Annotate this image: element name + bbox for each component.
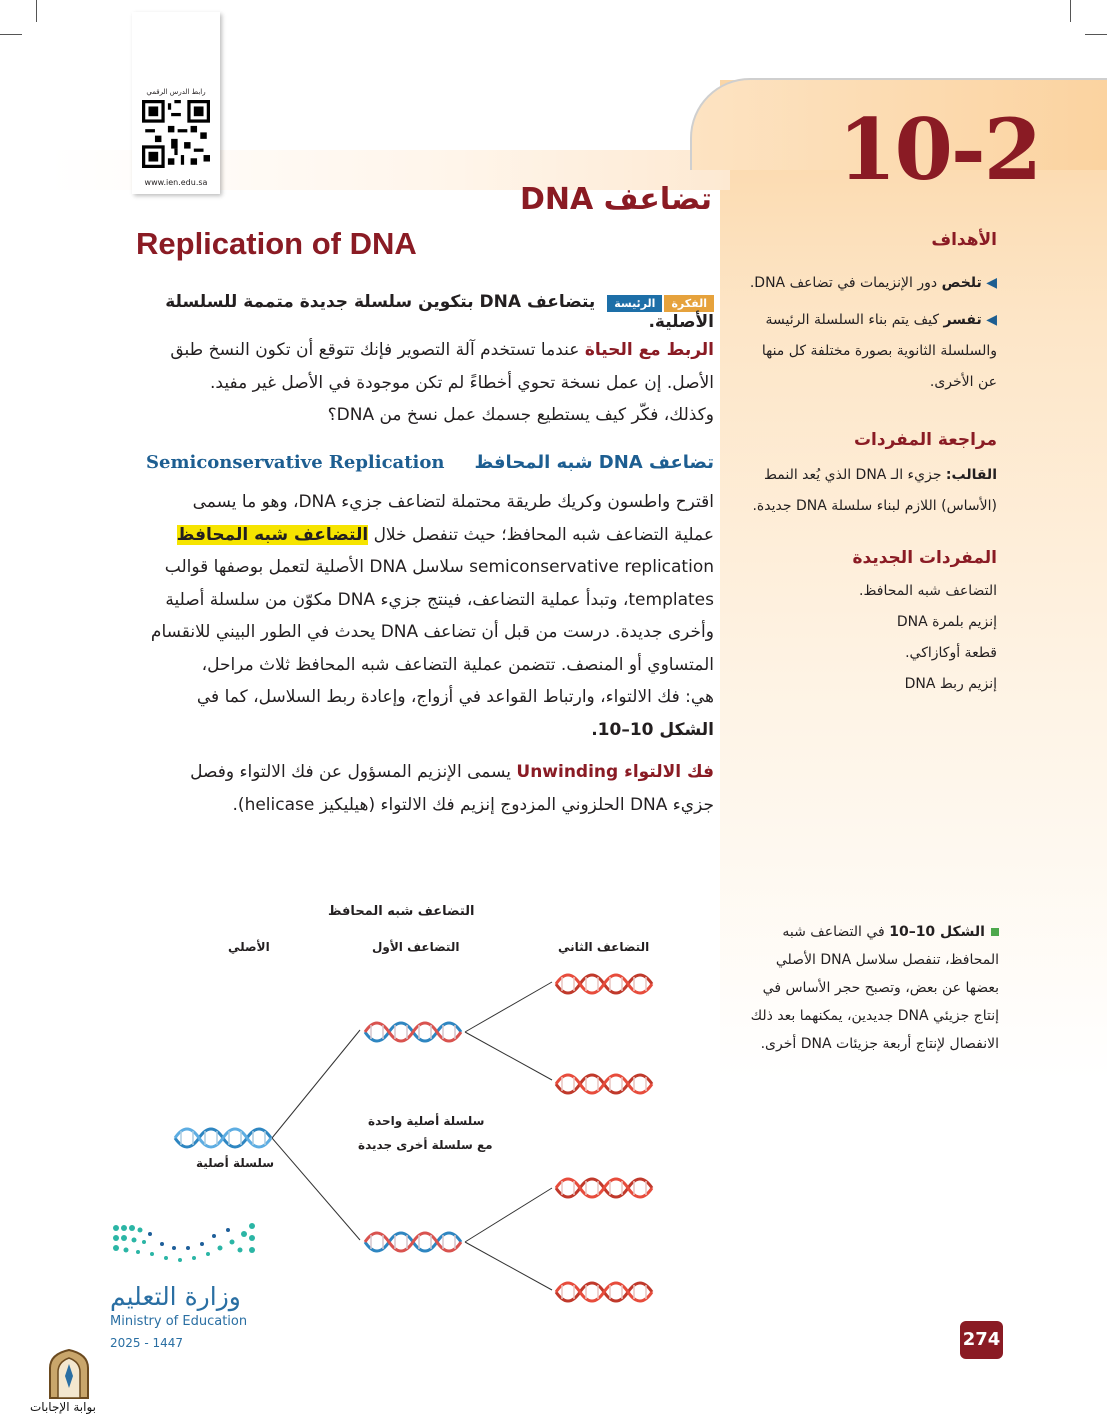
memory-tag: الفكرة <box>664 295 714 312</box>
section-heading <box>134 452 714 473</box>
objectives-title: الأهداف <box>931 230 997 250</box>
paragraph-line: المتساوي أو المنصف. تتضمن عملية التضاعف شبه المحافظ ثلاث مراحل، <box>201 654 714 675</box>
semiconservative-paragraph <box>134 486 714 746</box>
ministry-logo-icon <box>110 1220 260 1270</box>
review-vocab <box>742 460 997 522</box>
crop-mark <box>1085 34 1107 35</box>
review-vocab-title: مراجعة المفردات <box>853 430 997 450</box>
real-world-block <box>134 334 714 432</box>
qr-caption: رابط الدرس الرقمي <box>146 88 206 96</box>
main-tag: الرئيسة <box>607 295 662 312</box>
paragraph-line: عملية التضاعف شبه المحافظ؛ حيث تنفصل خلال <box>373 524 714 545</box>
column-first: التضاعف الأول <box>372 940 460 954</box>
qr-code-icon <box>142 100 210 168</box>
qr-card[interactable] <box>132 12 220 194</box>
column-second: التضاعف الثاني <box>558 940 650 954</box>
caption-figure-number: الشكل 10–10 <box>889 924 985 940</box>
label-original-strand: سلسلة أصلية <box>196 1156 275 1170</box>
section-title-en: Semiconservative Replication <box>146 452 445 473</box>
paragraph-line: وأخرى جديدة. درست من قبل أن تضاعف DNA يحدث في الطور البيني للانقسام <box>150 622 714 642</box>
unwinding-line: يسمى الإنزيم المسؤول عن فك الالتواء وفصل <box>190 762 511 782</box>
unwinding-paragraph <box>134 756 714 821</box>
paragraph-line: اقترح واطسون وكريك طريقة محتملة لتضاعف جزيء DNA، وهو ما يسمى <box>192 492 714 512</box>
ministry-name-ar: وزارة التعليم <box>110 1282 241 1311</box>
original-dna-helix <box>175 1129 271 1147</box>
objective-item: ◀ تلخص دور الإنزيمات في تضاعف DNA. <box>749 275 997 291</box>
section-title-ar: تضاعف DNA شبه المحافظ <box>474 452 714 473</box>
vocab-item: إنزيم بلمرة DNA <box>896 614 997 630</box>
academic-year: 2025 - 1447 <box>110 1336 184 1350</box>
real-world-line: وكذلك، فكّر كيف يستطيع جسمك عمل نسخ من DNA؟ <box>327 405 714 425</box>
paragraph-line: هي: فك الالتواء، وارتباط القواعد في أزواج، وإعادة ربط السلاسل، كما في <box>196 687 714 707</box>
figure-caption <box>739 918 999 1058</box>
caption-text: في التضاعف شبه المحافظ، تنفصل سلاسل DNA الأصلي بعضها عن بعض، وتصبح حجر الأساس في إنتاج جزيئي DNA جديدين، يمكنهما بعد ذلك الانفصال لإنتاج أربعة جزيئات DNA أخرى. <box>750 924 999 1052</box>
objectives-list <box>742 268 997 398</box>
portal-name[interactable]: بوابة الإجابات <box>30 1400 97 1414</box>
crop-mark <box>36 0 37 22</box>
main-idea <box>134 292 714 332</box>
figure-title: التضاعف شبه المحافظ <box>328 904 475 919</box>
new-vocab-list <box>742 576 997 700</box>
vocab-item: التضاعف شبه المحافظ. <box>859 583 997 599</box>
figure-reference: الشكل 10–10. <box>591 719 714 740</box>
caption-square-icon <box>991 928 999 936</box>
review-term: القالب: <box>945 467 997 483</box>
paragraph-line: semiconservative replication سلاسل DNA الأصلية لتعمل بوصفها قوالب <box>164 557 714 577</box>
first-gen-helix-bottom <box>365 1233 461 1251</box>
portal-logo-icon[interactable] <box>46 1348 92 1400</box>
paragraph-line: templates، وتبدأ عملية التضاعف، فينتج جزيء DNA مكوّن من سلسلة أصلية <box>165 589 714 610</box>
real-world-line: الأصل. إن عمل نسخة تحوي أخطاءً لم تكن موجودة في الأصل غير مفيد. <box>210 372 714 393</box>
second-gen-helix-3 <box>556 1179 652 1197</box>
page-number: 274 <box>960 1321 1003 1359</box>
vocab-item: قطعة أوكازاكي. <box>905 645 997 661</box>
real-world-line: عندما تستخدم آلة التصوير فإنك تتوقع أن تكون النسخ طبق <box>170 340 580 360</box>
lesson-number: 10-2 <box>838 100 1041 199</box>
highlighted-term: التضاعف شبه المحافظ <box>176 524 369 545</box>
lesson-title-en: Replication of DNA <box>136 226 417 261</box>
first-gen-helix-top <box>365 1023 461 1041</box>
lesson-title-ar: تضاعف DNA <box>520 182 712 217</box>
ministry-name-en: Ministry of Education <box>110 1314 248 1329</box>
qr-url: www.ien.edu.sa <box>144 178 208 187</box>
second-gen-helix-1 <box>556 975 652 993</box>
unwinding-line: جزيء DNA الحلزوني المزدوج إنزيم فك الالتواء (هيليكيز helicase). <box>232 794 714 815</box>
crop-mark <box>0 34 22 35</box>
label-mixed-2: مع سلسلة أخرى جديدة <box>358 1138 493 1152</box>
vocab-item: إنزيم ربط DNA <box>904 676 997 692</box>
review-definition: جزيء الـ DNA الذي يُعد النمط (الأساس) اللازم لبناء سلسلة DNA جديدة. <box>752 467 997 514</box>
new-vocab-title: المفردات الجديدة <box>852 548 997 568</box>
second-gen-helix-4 <box>556 1283 652 1301</box>
crop-mark <box>1070 0 1071 22</box>
column-original: الأصلي <box>228 940 270 954</box>
objective-item: ◀ تفسر كيف يتم بناء السلسلة الرئيسة والسلسلة الثانوية بصورة مختلفة كل منها عن الأخرى. <box>761 312 997 390</box>
label-mixed-1: سلسلة أصلية واحدة <box>368 1114 485 1128</box>
second-gen-helix-2 <box>556 1075 652 1093</box>
real-world-label: الربط مع الحياة <box>584 340 714 360</box>
unwinding-label: فك الالتواء Unwinding <box>516 762 714 782</box>
main-idea-text: يتضاعف DNA بتكوين سلسلة جديدة متممة للسلسلة الأصلية. <box>165 292 714 332</box>
